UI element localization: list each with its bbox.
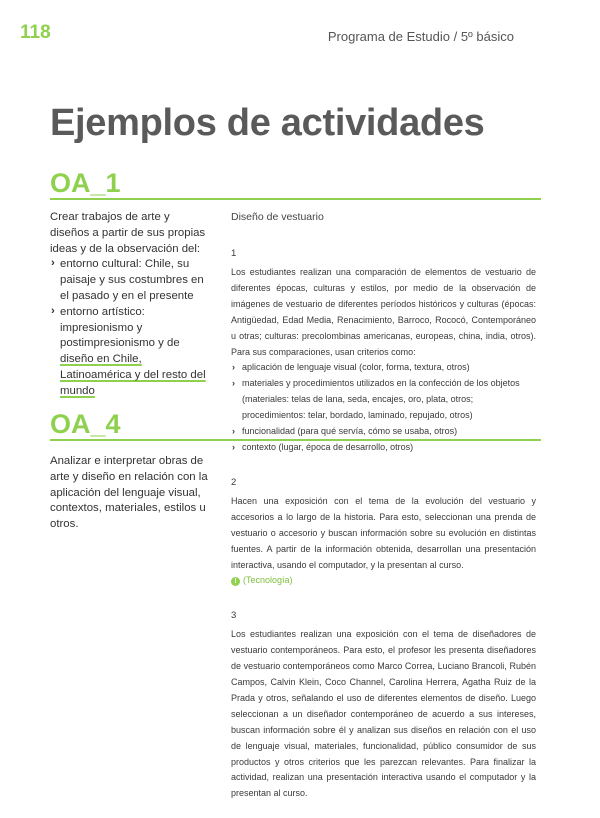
oa4-heading: OA_4 [50, 409, 121, 439]
activity-criterion: › materiales y procedimientos utilizados en la confección de los objetos (materiales: telas de lana, seda, encajes, oro, plata, otros; procedimientos: telar, bordado, laminado, repujado, otros) [231, 376, 536, 424]
activity-criterion: › contexto (lugar, época de desarrollo, otros) [231, 440, 536, 456]
running-header: Programa de Estudio / 5º básico [327, 29, 514, 44]
oa1-divider [50, 198, 541, 200]
oa1-description [50, 210, 210, 400]
subject-tag [231, 573, 536, 589]
subject-link-icon: ! [231, 577, 240, 586]
activity-criterion: › aplicación de lenguaje visual (color, forma, textura, otros) [231, 360, 536, 376]
activity-text: Los estudiantes realizan una exposición con el tema de diseñadores de vestuario contemporáneos. Para esto, el profesor les presenta diseñadores de vestuario contemporáneos como Marco Correa, Luciano Brancoli, Rubén Campos, Calvin Klein, Coco Channel, Carolina Herrera, Agatha Ruiz de la Prada y otros, señalando el uso de diferentes elementos de diseño. Luego seleccionan a un diseñador contemporáneo de acuerdo a sus intereses, buscan información sobre él y analizan sus diseños en relación con el uso de lenguaje visual, materiales, funcionalidad, público consumidor de sus productos y otros criterios que les parezcan relevantes. Para finalizar la actividad, realizan una presentación interactiva usando el computador y la presentan al curso. [231, 629, 536, 799]
oa1-link[interactable]: diseño en Chile, Latinoamérica y del resto del mundo [60, 353, 206, 397]
oa4-text: Analizar e interpretar obras de arte y diseño en relación con la aplicación del lenguaje visual, contextos, materiales, estilos u otros. [50, 455, 208, 531]
activities-column [231, 205, 536, 818]
oa1-heading: OA_1 [50, 168, 121, 198]
activity-text: Hacen una exposición con el tema de la evolución del vestuario y accesorios a lo largo de la historia. Para esto, seleccionan una prenda de vestuario o accesorio y buscan información sobre su evolución en distintas fuentes. A partir de la información obtenida, desarrollan una presentación interactiva, usando el computador, y la presentan al curso. [231, 495, 536, 570]
activity-number: 3 [231, 610, 237, 622]
activity-criterion: › funcionalidad (para qué servía, cómo se usaba, otros) [231, 424, 536, 440]
oa1-bullet: › entorno cultural: Chile, su paisaje y sus costumbres en el pasado y en el presente [50, 257, 210, 304]
activity-number: 2 [231, 476, 237, 488]
oa1-bullet-list [50, 257, 210, 399]
activity-1 [231, 243, 536, 456]
page-title: Ejemplos de actividades [50, 102, 485, 144]
oa1-intro: Crear trabajos de arte y diseños a partir de sus propias ideas y de la observación del: [50, 211, 206, 255]
page-number: 118 [20, 22, 51, 43]
activity-heading: Diseño de vestuario [231, 211, 324, 223]
oa4-description [50, 454, 210, 533]
activity-2 [231, 472, 536, 589]
activity-number: 1 [231, 248, 237, 259]
oa1-bullet-text: entorno artístico: impresionismo y postimpresionismo y de [60, 305, 180, 350]
activity-text: Los estudiantes realizan una comparación de elementos de vestuario de diferentes épocas, culturas y estilos, por medio de la observación de imágenes de vestuario de diferentes períodos históricos y culturas (épocas: Antigüedad, Edad Media, Renacimiento, Barroco, Rococó, Contemporáneo u otras; culturas: precolombinas americanas, europeas, china, india, otros). Para sus comparaciones, usan criterios como: [231, 267, 536, 357]
subject-tag-label: (Tecnología) [243, 575, 293, 586]
activity-3 [231, 605, 536, 802]
oa1-bullet [50, 305, 210, 400]
activity-criteria-list [231, 360, 536, 455]
